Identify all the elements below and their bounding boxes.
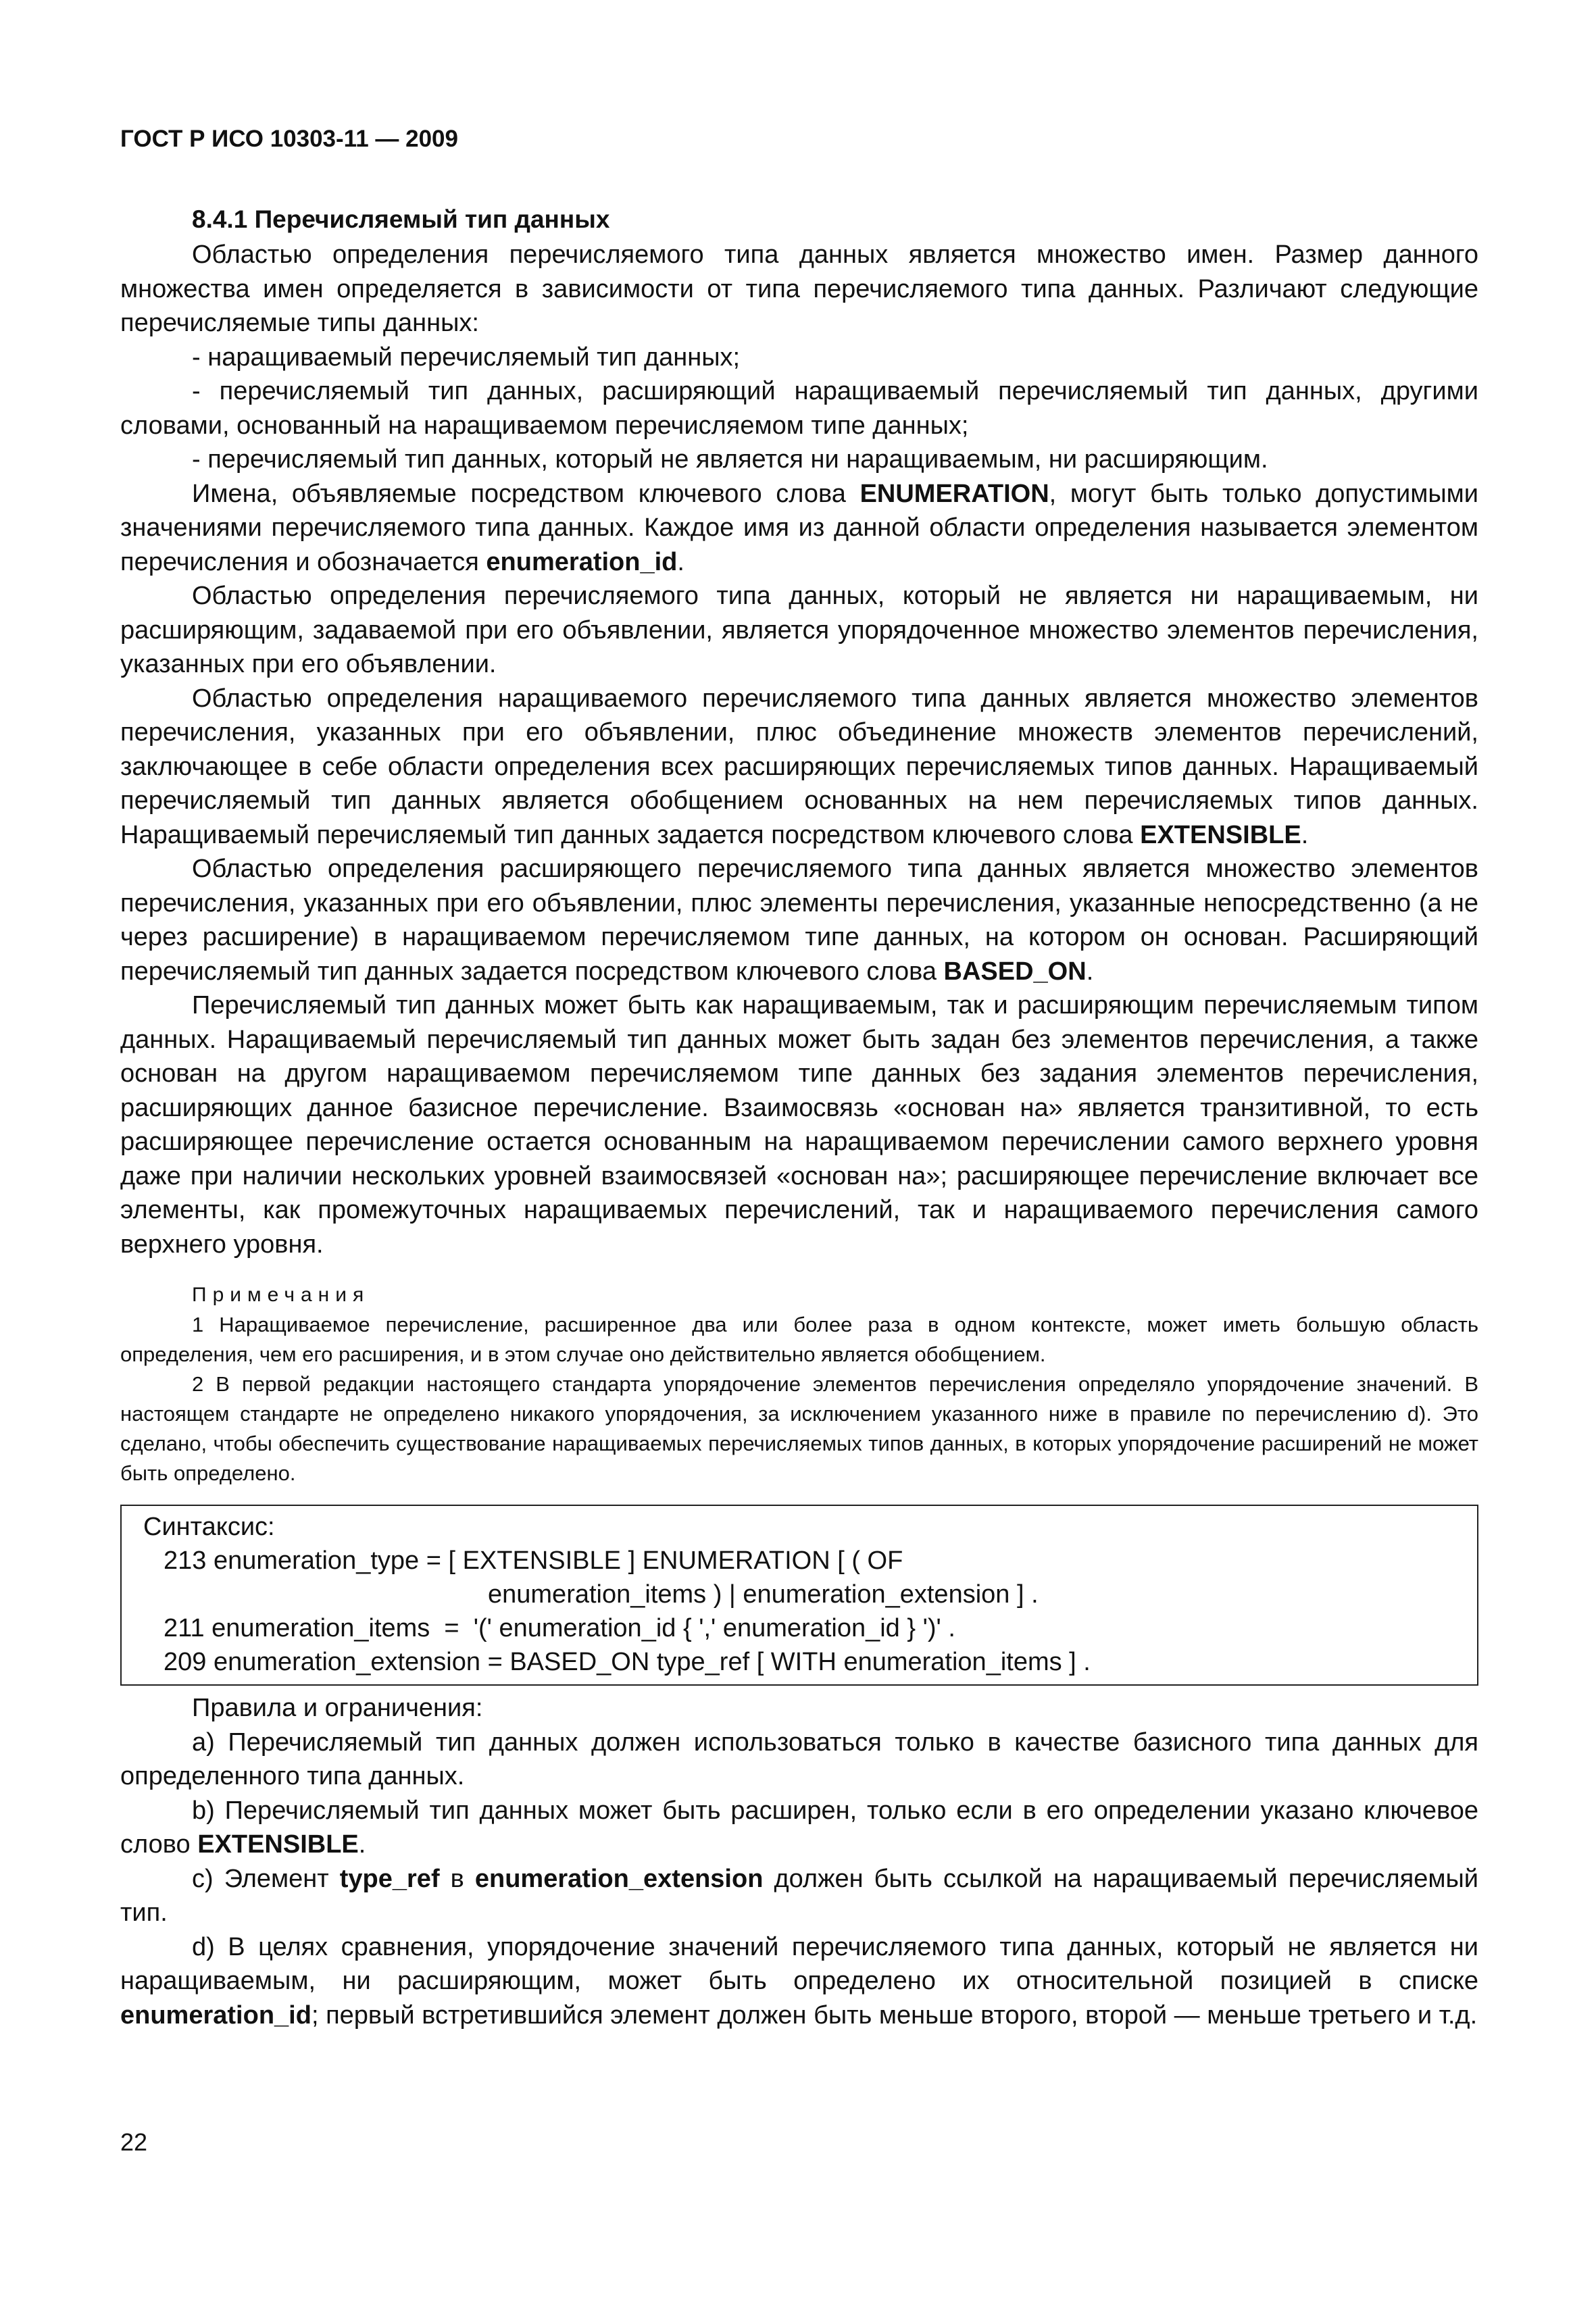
paragraph xyxy=(120,477,1478,580)
paragraph: Областью определения перечисляемого типа данных, который не является ни наращиваемым, ни расширяющим, задаваемой при его объявлении, является упорядоченное множество элементов перечисления, указанных при его объявлении. xyxy=(120,582,1478,678)
keyword: EXTENSIBLE xyxy=(1140,820,1301,849)
text-run: в xyxy=(439,1864,475,1893)
text-run: . xyxy=(1086,957,1094,986)
text-run: . xyxy=(1301,820,1309,849)
document-header: ГОСТ Р ИСО 10303-11 — 2009 xyxy=(120,126,458,152)
section-title: 8.4.1 Перечисляемый тип данных xyxy=(192,205,610,233)
keyword: enumeration_extension xyxy=(474,1864,764,1893)
rule-item xyxy=(120,1930,1478,2033)
list-item: - наращиваемый перечисляемый тип данных; xyxy=(192,343,741,372)
list-item: - перечисляемый тип данных, который не является ни наращиваемым, ни расширяющим. xyxy=(192,445,1268,474)
text-run: Областью определения расширяющего перечисляемого типа данных является множество элементов перечисления, указанных при его объявлении, плюс элементы перечисления, указанные непосредственно (а не через расширение) в наращиваемом перечисляемом типе данных, на котором он основан. Расширяющий перечисляемый тип данных задается посредством ключевого слова xyxy=(120,855,1478,986)
paragraph xyxy=(120,682,1478,853)
note: 2 В первой редакции настоящего стандарта упорядочение элементов перечисления определяло упорядочение значений. В настоящем стандарте не определено никакого упорядочения, за исключением указанного ниже в правиле по перечислению d). Это сделано, чтобы обеспечить существование наращиваемых перечисляемых типов данных, в которых упорядочение расширений не может быть определено. xyxy=(120,1372,1478,1485)
keyword: BASED_ON xyxy=(943,957,1087,986)
text-run: Областью определения наращиваемого перечисляемого типа данных является множество элементов перечисления, указанных при его объявлении, плюс объединение множеств элементов перечислений, заключающее в себе области определения всех расширяющих перечисляемых типов данных. Наращиваемый перечисляемый тип данных является обобщением основанных на нем перечисляемых типов данных. Наращиваемый перечисляемый тип данных задается посредством ключевого слова xyxy=(120,684,1478,849)
text-run: Имена, объявляемые посредством ключевого слова xyxy=(192,479,860,508)
paragraph: Перечисляемый тип данных может быть как наращиваемым, так и расширяющим перечисляемым типом данных. Наращиваемый перечисляемый тип данных может быть задан без элементов перечисления, а также основан на другом наращиваемом перечисляемом типе данных без задания элементов перечисления, расширяющих данное базисное перечисление. Взаимосвязь «основан на» является транзитивной, то есть расширяющее перечисление остается основанным на наращиваемом перечислении самого верхнего уровня даже при наличии нескольких уровней взаимосвязей «основан на»; расширяющее перечисление включает все элементы, как промежуточных наращиваемых перечислений, так и наращиваемого перечисления самого верхнего уровня. xyxy=(120,991,1478,1259)
page-body xyxy=(120,203,1478,2032)
page-number: 22 xyxy=(120,2128,148,2156)
syntax-rule: 209 enumeration_extension = BASED_ON type_ref [ WITH enumeration_items ] . xyxy=(164,1648,1091,1676)
syntax-title: Синтаксис: xyxy=(143,1513,275,1541)
text-run: должен быть ссылкой на наращиваемый перечисляемый тип. xyxy=(120,1864,1478,1927)
keyword: EXTENSIBLE xyxy=(197,1830,359,1859)
keyword: enumeration_id xyxy=(486,547,678,576)
text-run: d) В целях сравнения, упорядочение значений перечисляемого типа данных, который не является ни наращиваемым, ни расширяющим, может быть определено их относительной позицией в списке xyxy=(120,1932,1478,1995)
syntax-box xyxy=(120,1505,1478,1686)
notes-title: Примечания xyxy=(192,1284,370,1306)
rule-item xyxy=(120,1862,1478,1930)
text-run: c) Элемент xyxy=(192,1864,340,1893)
text-run: ; первый встретившийся элемент должен быть меньше второго, второй — меньше третьего и т.д. xyxy=(311,2001,1478,2030)
rule-item: a) Перечисляемый тип данных должен использоваться только в качестве базисного типа данных для определенного типа данных. xyxy=(120,1728,1478,1790)
keyword: type_ref xyxy=(339,1864,440,1893)
paragraph xyxy=(120,852,1478,988)
paragraph: Областью определения перечисляемого типа данных является множество имен. Размер данного множества имен определяется в зависимости от типа перечисляемого типа данных. Различают следующие перечисляемые типы данных: xyxy=(120,241,1478,337)
syntax-rule: 213 enumeration_type = [ EXTENSIBLE ] ENUMERATION [ ( OF xyxy=(164,1546,903,1575)
list-item: - перечисляемый тип данных, расширяющий наращиваемый перечисляемый тип данных, другими словами, основанный на наращиваемом перечисляемом типе данных; xyxy=(120,377,1478,440)
text-run: , могут быть только допустимыми значениями перечисляемого типа данных. Каждое имя из данной области определения называется элементом перечисления и обозначается xyxy=(120,479,1479,576)
keyword: enumeration_id xyxy=(120,2001,311,2030)
syntax-rule: 211 enumeration_items = '(' enumeration_id { ',' enumeration_id } ')' . xyxy=(164,1614,955,1642)
note: 1 Наращиваемое перечисление, расширенное два или более раза в одном контексте, может иметь большую область определения, чем его расширения, и в этом случае оно действительно является обобщением. xyxy=(120,1313,1478,1366)
text-run: b) Перечисляемый тип данных может быть расширен, только если в его определении указано ключевое слово xyxy=(120,1796,1478,1859)
syntax-rule-continuation: enumeration_items ) | enumeration_extension ] . xyxy=(488,1580,1039,1609)
rule-item xyxy=(120,1794,1478,1862)
keyword: ENUMERATION xyxy=(859,479,1049,508)
text-run: . xyxy=(677,547,684,576)
text-run: . xyxy=(358,1830,366,1859)
rules-title: Правила и ограничения: xyxy=(192,1694,483,1722)
